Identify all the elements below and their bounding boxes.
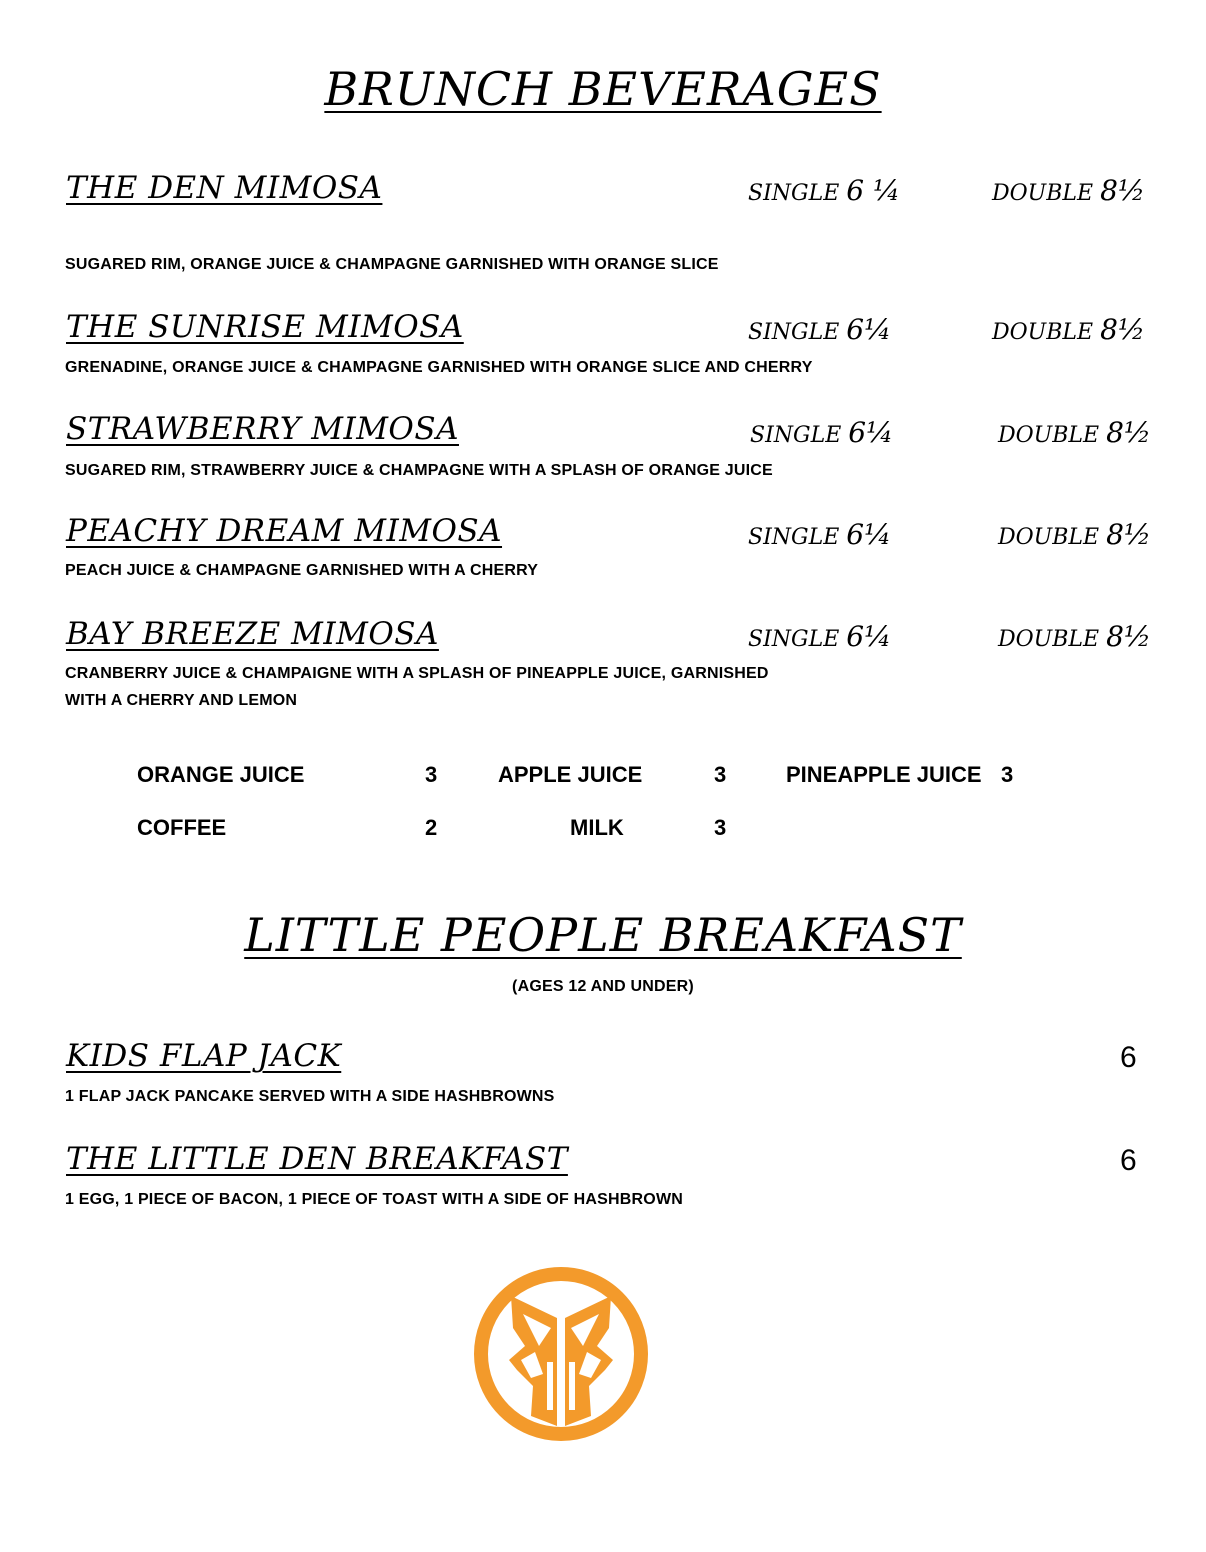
item-name: THE SUNRISE MIMOSA: [66, 309, 464, 345]
drink-price: 3: [714, 815, 727, 840]
drink-name: COFFEE: [137, 815, 227, 840]
single-label: SINGLE: [750, 423, 842, 448]
item-description-line2: WITH A CHERRY AND LEMON: [65, 692, 298, 709]
double-label: DOUBLE: [992, 320, 1094, 345]
drink-price: 3: [425, 762, 438, 787]
fox-head-logo-icon: [473, 1266, 649, 1442]
double-label: DOUBLE: [998, 423, 1100, 448]
double-label: DOUBLE: [998, 525, 1100, 550]
item-description: PEACH JUICE & CHAMPAGNE GARNISHED WITH A CHERRY: [65, 562, 539, 579]
double-price: [998, 416, 1151, 449]
single-price: [748, 620, 891, 653]
drink-name: PINEAPPLE JUICE: [786, 762, 982, 787]
single-price: [748, 174, 900, 207]
drink-price: 2: [425, 815, 438, 840]
single-label: SINGLE: [748, 627, 840, 652]
single-price-value: 6¼: [846, 313, 892, 346]
double-price-value: 8½: [1106, 620, 1152, 653]
kids-title: LITTLE PEOPLE BREAKFAST: [244, 908, 962, 962]
item-name: STRAWBERRY MIMOSA: [66, 411, 459, 447]
double-label: DOUBLE: [992, 181, 1094, 206]
item-name: PEACHY DREAM MIMOSA: [66, 513, 503, 549]
single-price: [748, 518, 891, 551]
item-price: 6: [1120, 1144, 1137, 1177]
single-price-value: 6¼: [846, 620, 892, 653]
item-description: SUGARED RIM, ORANGE JUICE & CHAMPAGNE GARNISHED WITH ORANGE SLICE: [65, 256, 719, 273]
item-name: BAY BREEZE MIMOSA: [66, 616, 439, 652]
double-price-value: 8½: [1106, 416, 1152, 449]
single-label: SINGLE: [748, 525, 840, 550]
single-price: [750, 416, 893, 449]
item-description: 1 EGG, 1 PIECE OF BACON, 1 PIECE OF TOAST WITH A SIDE OF HASHBROWN: [65, 1191, 683, 1208]
single-label: SINGLE: [748, 181, 840, 206]
single-price-value: 6¼: [848, 416, 894, 449]
double-price-value: 8½: [1106, 518, 1152, 551]
single-price: [748, 313, 891, 346]
single-price-value: 6¼: [846, 518, 892, 551]
item-description: SUGARED RIM, STRAWBERRY JUICE & CHAMPAGNE WITH A SPLASH OF ORANGE JUICE: [65, 462, 773, 479]
double-price: [998, 518, 1151, 551]
double-price: [998, 620, 1151, 653]
drink-name: APPLE JUICE: [498, 762, 643, 787]
double-price-value: 8½: [1100, 313, 1146, 346]
item-description: GRENADINE, ORANGE JUICE & CHAMPAGNE GARNISHED WITH ORANGE SLICE AND CHERRY: [65, 359, 813, 376]
single-label: SINGLE: [748, 320, 840, 345]
drink-name: ORANGE JUICE: [137, 762, 305, 787]
double-price: [992, 174, 1145, 207]
item-description: CRANBERRY JUICE & CHAMPAIGNE WITH A SPLASH OF PINEAPPLE JUICE, GARNISHED: [65, 665, 769, 682]
drink-price: 3: [1001, 762, 1014, 787]
item-name: THE DEN MIMOSA: [66, 170, 383, 206]
item-description: 1 FLAP JACK PANCAKE SERVED WITH A SIDE HASHBROWNS: [65, 1088, 555, 1105]
double-price-value: 8½: [1100, 174, 1146, 207]
single-price-value: 6 ¼: [846, 174, 901, 207]
double-label: DOUBLE: [998, 627, 1100, 652]
item-name: THE LITTLE DEN BREAKFAST: [66, 1141, 568, 1177]
brunch-title: BRUNCH BEVERAGES: [324, 62, 882, 116]
double-price: [992, 313, 1145, 346]
drink-name: MILK: [570, 815, 624, 840]
drink-price: 3: [714, 762, 727, 787]
item-name: KIDS FLAP JACK: [66, 1038, 342, 1074]
item-price: 6: [1120, 1041, 1137, 1074]
kids-subtitle: (AGES 12 AND UNDER): [512, 978, 694, 995]
